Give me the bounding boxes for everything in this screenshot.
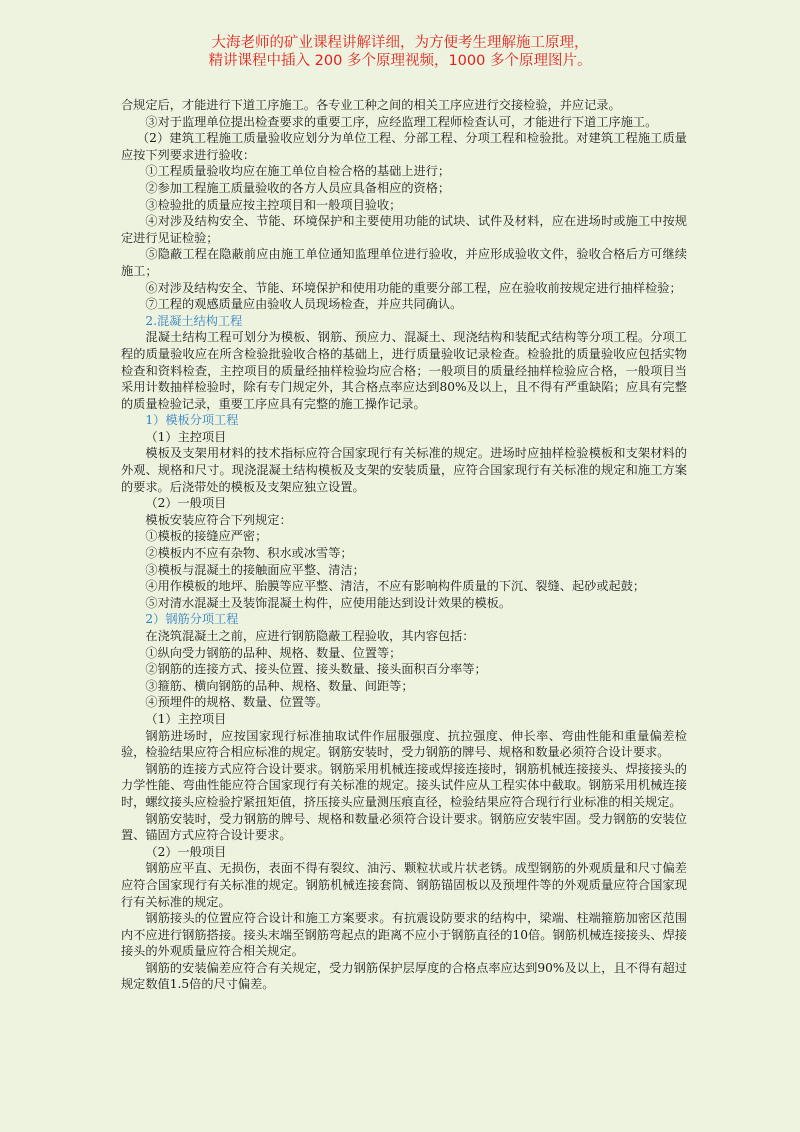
- list-item: ④对涉及结构安全、节能、环境保护和主要使用功能的试块、试件及材料，应在进场时或施工中按规定进行见证检验；: [121, 214, 687, 245]
- paragraph: 钢筋安装时，受力钢筋的牌号、规格和数量必须符合设计要求。钢筋应安装牢固。受力钢筋的安装位置、锚固方式应符合设计要求。: [121, 811, 687, 843]
- paragraph: 在浇筑混凝土之前，应进行钢筋隐蔽工程验收，其内容包括：: [145, 629, 475, 643]
- list-item: ①模板的接缝应严密；: [145, 529, 268, 544]
- list-item: ①工程质量验收均应在施工单位自检合格的基础上进行；: [145, 164, 451, 179]
- list-item: ①纵向受力钢筋的品种、规格、数量、位置等；: [145, 645, 402, 660]
- paragraph: 模板安装应符合下列规定：: [145, 512, 292, 527]
- banner-line-1: 大海老师的矿业课程讲解详细，为方便考生理解施工原理，: [211, 35, 589, 51]
- list-item: ③检验批的质量应按主控项目和一般项目验收；: [145, 197, 402, 212]
- list-item: ②参加工程施工质量验收的各方人员应具备相应的资格；: [145, 180, 451, 195]
- banner-line-2: 精讲课程中插入 200 多个原理视频，1000 多个原理图片。: [208, 53, 592, 69]
- paragraph: 钢筋应平直、无损伤，表面不得有裂纹、油污、颗粒状或片状老锈。成型钢筋的外观质量和尺寸偏差应符合国家现行有关标准的规定。钢筋机械连接套筒、钢筋锚固板以及预埋件等的外观质量应符合国家现行有关标准的规定。: [121, 861, 687, 909]
- list-item: ②模板内不应有杂物、积水或冰雪等；: [145, 546, 353, 561]
- document-body: [121, 97, 687, 993]
- item-heading: （2）一般项目: [145, 844, 227, 859]
- paragraph: 模板及支架用材料的技术指标应符合国家现行有关标准的规定。进场时应抽样检验模板和支架材料的外观、规格和尺寸。现浇混凝土结构模板及支架的安装质量，应符合国家现行有关标准的规定和施工方案的要求。后浇带处的模板及支架应独立设置。: [121, 446, 687, 494]
- item-heading: （2）一般项目: [145, 496, 227, 511]
- list-item: ⑤对清水混凝土及装饰混凝土构件，应使用能达到设计效果的模板。: [145, 595, 512, 610]
- paragraph: 混凝土结构工程可划分为模板、钢筋、预应力、混凝土、现浇结构和装配式结构等分项工程。分项工程的质量验收应在所含检验批验收合格的基础上，进行质量验收记录检查。检验批的质量验收应包括实物检查和资料检查，主控项目的质量经抽样检验均应合格；一般项目的质量经抽样检验应合格，一般项目当采用计数抽样检验时，除有专门规定外，其合格点率应达到80%及以上，且不得有严重缺陷；应具有完整的质量检验记录，重要工序应具有完整的施工操作记录。: [121, 330, 687, 411]
- paragraph: 钢筋进场时，应按国家现行标准抽取试件作屈服强度、抗拉强度、伸长率、弯曲性能和重量偏差检验，检验结果应符合相应标准的规定。钢筋安装时，受力钢筋的牌号、规格和数量必须符合设计要求。: [121, 728, 687, 760]
- paragraph: （2）建筑工程施工质量验收应划分为单位工程、分部工程、分项工程和检验批。对建筑工程施工质量应按下列要求进行验收：: [121, 131, 687, 162]
- list-item: ③箍筋、横向钢筋的品种、规格、数量、间距等；: [145, 678, 414, 693]
- item-heading: （1）主控项目: [145, 429, 227, 444]
- section-heading: 2.混凝土结构工程: [145, 313, 243, 328]
- list-item: ④预埋件的规格、数量、位置等。: [145, 695, 329, 710]
- subsection-heading: 2）钢筋分项工程: [145, 612, 239, 627]
- paragraph: 钢筋接头的位置应符合设计和施工方案要求。有抗震设防要求的结构中，梁端、柱端箍筋加密区范围内不应进行钢筋搭接。接头末端至钢筋弯起点的距离不应小于钢筋直径的10倍。钢筋机械连接接头、焊接接头的外观质量应符合相关规定。: [121, 911, 687, 959]
- paragraph: 钢筋的连接方式应符合设计要求。钢筋采用机械连接或焊接连接时，钢筋机械连接接头、焊接接头的力学性能、弯曲性能应符合国家现行有关标准的规定。接头试件应从工程实体中截取。钢筋采用机械连接时，螺纹接头应检验拧紧扭矩值，挤压接头应量测压痕直径，检验结果应符合现行行业标准的相关规定。: [121, 761, 687, 809]
- list-item: ⑦工程的观感质量应由验收人员现场检查，并应共同确认。: [145, 297, 463, 312]
- list-item: ⑤隐蔽工程在隐蔽前应由施工单位通知监理单位进行验收，并应形成验收文件，验收合格后方可继续施工；: [121, 247, 687, 278]
- item-heading: （1）主控项目: [145, 711, 227, 726]
- promo-banner: [0, 34, 800, 70]
- list-item: ②钢筋的连接方式、接头位置、接头数量、接头面积百分率等；: [145, 662, 487, 677]
- paragraph: ③对于监理单位提出检查要求的重要工序，应经监理工程师检查认可，才能进行下道工序施工。: [145, 114, 658, 129]
- paragraph: 钢筋的安装偏差应符合有关规定，受力钢筋保护层厚度的合格点率应达到90%及以上，且不得有超过规定数值1.5倍的尺寸偏差。: [121, 960, 687, 992]
- subsection-heading: 1）模板分项工程: [145, 413, 239, 428]
- list-item: ③模板与混凝土的接触面应平整、清洁；: [145, 562, 365, 577]
- list-item: ④用作模板的地坪、胎膜等应平整、清洁，不应有影响构件质量的下沉、裂缝、起砂或起鼓；: [145, 579, 646, 594]
- paragraph: 合规定后，才能进行下道工序施工。各专业工种之间的相关工序应进行交接检验，并应记录。: [121, 98, 621, 112]
- list-item: ⑥对涉及结构安全、节能、环境保护和使用功能的重要分部工程，应在验收前按规定进行抽样检验；: [145, 280, 682, 295]
